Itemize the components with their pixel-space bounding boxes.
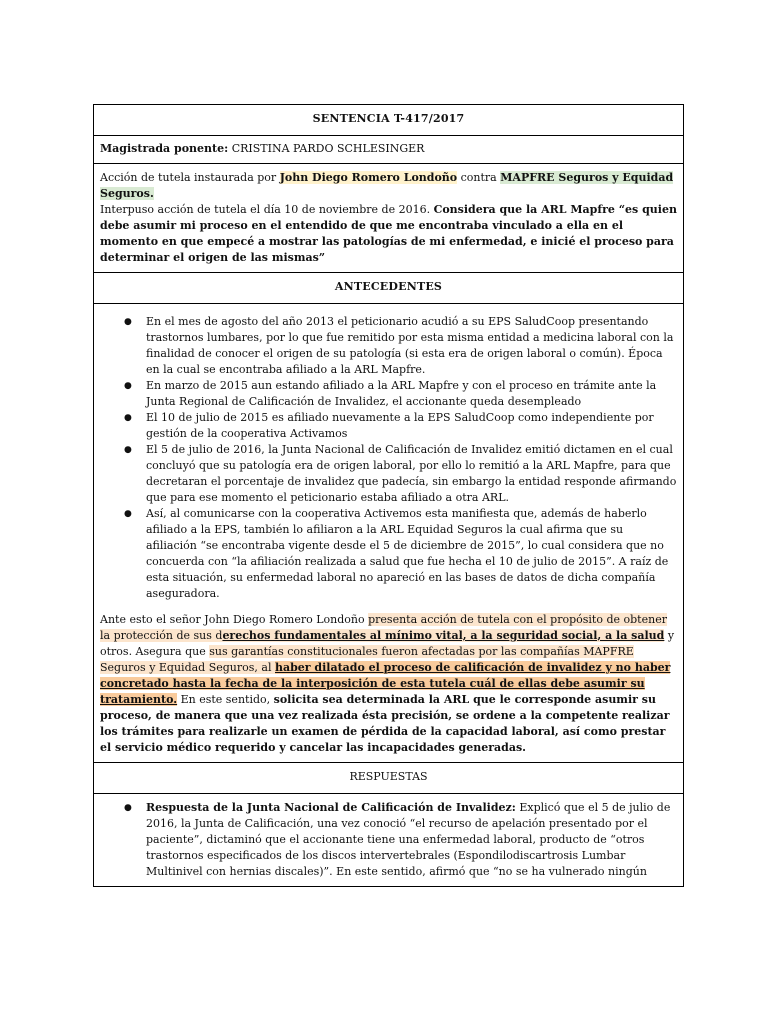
- bullet-icon: ●: [124, 317, 132, 327]
- rights-invoked: erechos fundamentales al mínimo vital, a la seguridad social, a la salud: [222, 629, 665, 642]
- paragraph-text: Ante esto el señor John Diego Romero Londoño: [100, 613, 369, 626]
- bullet-icon: ●: [124, 445, 132, 455]
- list-item-text: El 5 de julio de 2016, la Junta Nacional de Calificación de Invalidez emitió dictamen en el cual concluyó que su patología era de origen laboral, por ello lo remitió a la ARL Mapfre, para que decretaran el porcentaje de invalidez que padecía, sin embargo la entidad responde afirmando que para ese momento el peticionario estaba afiliado a otra ARL.: [146, 443, 677, 504]
- highlighted-text: presenta acción de tutela con el propósito de obtener la protección de sus d: [100, 613, 667, 642]
- antecedentes-heading: ANTECEDENTES: [334, 280, 443, 293]
- bullet-icon: ●: [124, 381, 132, 391]
- antecedentes-cell: [94, 304, 684, 763]
- paragraph-text: y otros. Asegura que: [100, 629, 675, 658]
- ponente-cell: [94, 136, 684, 164]
- list-item: [100, 378, 677, 410]
- antecedentes-heading-row: [94, 273, 684, 304]
- antecedentes-list: [100, 314, 677, 602]
- highlighted-text: sus garantías constitucionales fueron afectadas por las compañías MAPFRE Seguros y Equidad Seguros, al: [100, 645, 634, 674]
- defendant-names: MAPFRE Seguros y Equidad Seguros.: [100, 171, 674, 200]
- summary-cell: [94, 164, 684, 273]
- ponente-name: CRISTINA PARDO SCHLESINGER: [231, 142, 425, 155]
- list-item: [100, 314, 677, 378]
- plaintiff-request: solicita sea determinada la ARL que le corresponde asumir su proceso, de manera que una vez realizada ésta precisión, se ordene a la competente realizar los trámites para realizarle un examen de pérdida de la capacidad laboral, así como prestar el servicio médico requerido y cancelar las incapacidades generadas.: [100, 693, 670, 754]
- bullet-icon: ●: [124, 413, 132, 423]
- title-cell: [94, 105, 684, 136]
- bullet-icon: ●: [124, 509, 132, 519]
- summary-text: Acción de tutela instaurada por: [100, 171, 280, 184]
- list-item-text: El 10 de julio de 2015 es afiliado nuevamente a la EPS SaludCoop como independiente por gestión de la cooperativa Activamos: [146, 411, 654, 440]
- summary-row: [94, 164, 684, 273]
- plaintiff-name: John Diego Romero Londoño: [279, 171, 458, 184]
- paragraph-text: En este sentido,: [177, 693, 274, 706]
- list-item: [100, 800, 677, 880]
- list-item-text: En el mes de agosto del año 2013 el peticionario acudió a su EPS SaludCoop presentando trastornos lumbares, por lo que fue remitido por esta misma entidad a medicina laboral con la finalidad de conocer el origen de su patología (si esta era de origen laboral o común). Época en la cual se encontraba afiliado a la ARL Mapfre.: [146, 315, 674, 376]
- respuestas-heading-row: [94, 763, 684, 794]
- antecedentes-heading-cell: [94, 273, 684, 304]
- respuestas-cell: [94, 794, 684, 887]
- list-item: [100, 410, 677, 442]
- title-row: [94, 105, 684, 136]
- antecedentes-row: [94, 304, 684, 763]
- summary-text: contra: [457, 171, 501, 184]
- summary-paragraph-1: [100, 170, 677, 202]
- ponente-label: Magistrada ponente:: [100, 142, 229, 155]
- list-item: [100, 506, 677, 602]
- respuestas-heading: RESPUESTAS: [349, 770, 428, 783]
- bullet-icon: ●: [124, 803, 132, 813]
- list-item-text: Explicó que el 5 de julio de 2016, la Junta de Calificación, una vez conoció “el recurso de apelación presentado por el paciente”, dictaminó que el accionante tiene una enfermedad laboral, producto de “otros trastornos especificados de los discos intervertebrales (Espondilodiscartrosis Lumbar Multinivel con hernias discales)”. En este sentido, afirmó que “no se ha vulnerado ningún: [146, 801, 671, 878]
- list-item-text: En marzo de 2015 aun estando afiliado a la ARL Mapfre y con el proceso en trámite ante la Junta Regional de Calificación de Invalidez, el accionante queda desempleado: [146, 379, 657, 408]
- respondent-label: Respuesta de la Junta Nacional de Calificación de Invalidez:: [146, 801, 516, 814]
- ponente-row: [94, 136, 684, 164]
- summary-text: Interpuso acción de tutela el día 10 de noviembre de 2016.: [100, 203, 434, 216]
- respuestas-content: [100, 800, 677, 886]
- antecedentes-paragraph: [100, 612, 677, 756]
- summary-paragraph-2: [100, 202, 677, 266]
- list-item-text: Así, al comunicarse con la cooperativa Activemos esta manifiesta que, además de haberlo afiliado a la EPS, también lo afiliaron a la ARL Equidad Seguros la cual afirma que su afiliación “se encontraba vigente desde el 5 de diciembre de 2015”, lo cual considera que no concuerda con “la afiliación realizada a salud que fue hecha el 10 de julio de 2015”. A raíz de esta situación, su enfermedad laboral no apareció en las bases de datos de dicha compañía aseguradora.: [146, 507, 669, 600]
- respuestas-list: [100, 800, 677, 880]
- ruling-summary-table: [93, 104, 684, 887]
- respuestas-heading-cell: [94, 763, 684, 794]
- list-item: [100, 442, 677, 506]
- respuestas-row: [94, 794, 684, 887]
- document-title: SENTENCIA T-417/2017: [312, 112, 465, 125]
- alleged-violation: haber dilatado el proceso de calificación de invalidez y no haber concretado hasta la fecha de la interposición de esta tutela cuál de ellas debe asumir su tratamiento.: [100, 661, 671, 706]
- plaintiff-claim: Considera que la ARL Mapfre “es quien debe asumir mi proceso en el entendido de que me encontraba vinculado a ella en el momento en que empecé a mostrar las patologías de mi enfermedad, e inicié el proceso para determinar el origen de las mismas”: [100, 203, 677, 264]
